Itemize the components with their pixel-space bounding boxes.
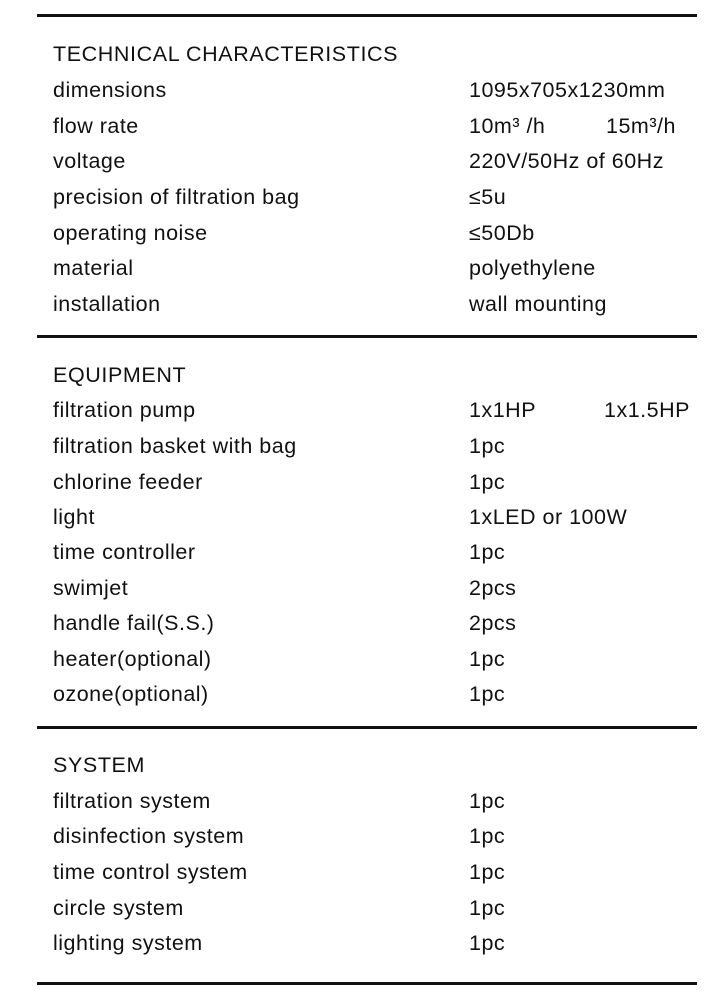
section-title: SYSTEM [53, 753, 146, 777]
equipment-value-alt: 1x1.5HP [604, 398, 690, 422]
spec-row [53, 255, 720, 281]
section-title: EQUIPMENT [53, 363, 187, 387]
equipment-row [53, 646, 720, 672]
equipment-label: handle fail(S.S.) [53, 611, 215, 635]
spec-label: operating noise [53, 221, 208, 245]
spec-row [53, 113, 720, 139]
system-label: lighting system [53, 931, 203, 955]
spec-value: ≤5u [469, 185, 507, 209]
system-label: disinfection system [53, 824, 245, 848]
system-label: filtration system [53, 789, 211, 813]
spec-value: wall mounting [469, 292, 607, 316]
system-value: 1pc [469, 824, 506, 848]
equipment-row [53, 469, 720, 495]
system-row [53, 930, 720, 956]
equipment-label: ozone(optional) [53, 682, 209, 706]
spec-row [53, 184, 720, 210]
equipment-label: light [53, 505, 95, 529]
equipment-row [53, 575, 720, 601]
spec-value: ≤50Db [469, 221, 535, 245]
system-row [53, 788, 720, 814]
system-row [53, 859, 720, 885]
spec-label: precision of filtration bag [53, 185, 300, 209]
equipment-row [53, 610, 720, 636]
equipment-label: filtration basket with bag [53, 434, 297, 458]
equipment-row [53, 433, 720, 459]
system-row [53, 823, 720, 849]
equipment-label: chlorine feeder [53, 470, 203, 494]
system-row [53, 895, 720, 921]
system-label: circle system [53, 896, 184, 920]
section-divider [37, 335, 697, 338]
section-divider [37, 726, 697, 729]
spec-label: flow rate [53, 114, 139, 138]
spec-label: installation [53, 292, 161, 316]
section-title: TECHNICAL CHARACTERISTICS [53, 42, 399, 66]
equipment-value: 1pc [469, 540, 506, 564]
spec-value: 10m³ /h [469, 114, 546, 138]
spec-label: material [53, 256, 134, 280]
top-divider [37, 14, 697, 17]
equipment-value: 1pc [469, 682, 506, 706]
system-value: 1pc [469, 931, 506, 955]
equipment-label: filtration pump [53, 398, 196, 422]
equipment-value: 1pc [469, 470, 506, 494]
equipment-value: 1x1HP [469, 398, 537, 422]
spec-value-alt: 15m³/h [606, 114, 676, 138]
equipment-label: swimjet [53, 576, 129, 600]
system-value: 1pc [469, 860, 506, 884]
equipment-value: 1xLED or 100W [469, 505, 628, 529]
system-value: 1pc [469, 789, 506, 813]
spec-value: 220V/50Hz of 60Hz [469, 149, 664, 173]
equipment-value: 2pcs [469, 576, 517, 600]
spec-value: 1095x705x1230mm [469, 78, 666, 102]
equipment-row [53, 397, 720, 423]
equipment-value: 1pc [469, 434, 506, 458]
equipment-label: time controller [53, 540, 196, 564]
spec-label: voltage [53, 149, 126, 173]
spec-row [53, 220, 720, 246]
spec-row [53, 77, 720, 103]
equipment-label: heater(optional) [53, 647, 212, 671]
equipment-value: 2pcs [469, 611, 517, 635]
bottom-divider [37, 982, 697, 985]
spec-row [53, 148, 720, 174]
equipment-row [53, 681, 720, 707]
spec-row [53, 291, 720, 317]
spec-label: dimensions [53, 78, 167, 102]
equipment-row [53, 504, 720, 530]
equipment-row [53, 539, 720, 565]
equipment-value: 1pc [469, 647, 506, 671]
system-value: 1pc [469, 896, 506, 920]
spec-value: polyethylene [469, 256, 596, 280]
system-label: time control system [53, 860, 248, 884]
